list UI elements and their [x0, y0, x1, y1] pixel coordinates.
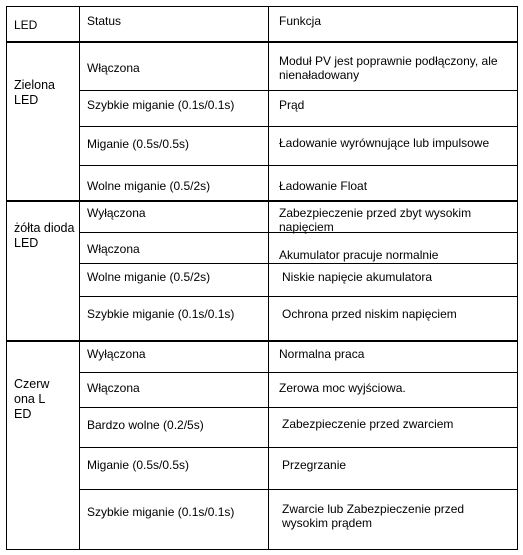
function-cell: Normalna praca	[279, 347, 365, 361]
status-cell: Szybkie miganie (0.1s/0.1s)	[87, 307, 235, 321]
led-green: Zielona LED	[14, 78, 55, 107]
row-divider	[79, 263, 517, 264]
status-cell: Włączona	[87, 61, 140, 75]
function-cell: Zabezpieczenie przed zwarciem	[282, 417, 454, 431]
header-divider	[7, 41, 517, 43]
status-cell: Miganie (0.5s/0.5s)	[87, 458, 190, 472]
row-divider	[79, 165, 517, 166]
status-cell: Wolne miganie (0.5/2s)	[87, 179, 211, 193]
row-divider	[79, 90, 517, 91]
column-divider	[79, 7, 80, 549]
function-cell: Ładowanie Float	[279, 179, 368, 193]
status-cell: Bardzo wolne (0.2/5s)	[87, 418, 204, 432]
row-divider	[79, 372, 517, 373]
status-cell: Szybkie miganie (0.1s/0.1s)	[87, 505, 235, 519]
status-cell: Miganie (0.5s/0.5s)	[87, 137, 190, 151]
header-status: Status	[87, 14, 122, 28]
status-cell: Wyłączona	[87, 206, 146, 220]
led-yellow: żółta dioda LED	[14, 221, 75, 250]
function-cell: Ładowanie wyrównujące lub impulsowe	[279, 136, 490, 150]
row-divider	[79, 296, 517, 297]
column-divider	[268, 7, 269, 549]
row-divider	[79, 447, 517, 448]
status-cell: Wyłączona	[87, 347, 146, 361]
status-cell: Szybkie miganie (0.1s/0.1s)	[87, 98, 235, 112]
status-cell: Wolne miganie (0.5/2s)	[87, 270, 211, 284]
group-divider	[7, 340, 517, 342]
led-red: Czerwona LED	[14, 377, 50, 421]
function-cell: Prąd	[279, 98, 305, 112]
function-cell: Zwarcie lub Zabezpieczenie przed wysokim prądem	[282, 502, 465, 530]
function-cell: Ochrona przed niskim napięciem	[282, 307, 457, 321]
function-cell: Niskie napięcie akumulatora	[282, 270, 433, 284]
function-cell: Przegrzanie	[282, 458, 347, 472]
row-divider	[79, 407, 517, 408]
function-cell: Moduł PV jest poprawnie podłączony, ale nienaładowany	[279, 54, 498, 82]
status-cell: Włączona	[87, 381, 140, 395]
group-divider	[7, 200, 517, 202]
row-divider	[79, 126, 517, 127]
function-cell: Zabezpieczenie przed zbyt wysokim napięciem	[279, 206, 472, 234]
header-led: LED	[14, 18, 38, 32]
function-cell: Zerowa moc wyjściowa.	[279, 381, 406, 395]
row-divider	[79, 489, 517, 490]
led-status-table	[6, 6, 518, 550]
status-cell: Włączona	[87, 242, 140, 256]
function-cell: Akumulator pracuje normalnie	[279, 248, 439, 262]
header-function: Funkcja	[279, 14, 322, 28]
